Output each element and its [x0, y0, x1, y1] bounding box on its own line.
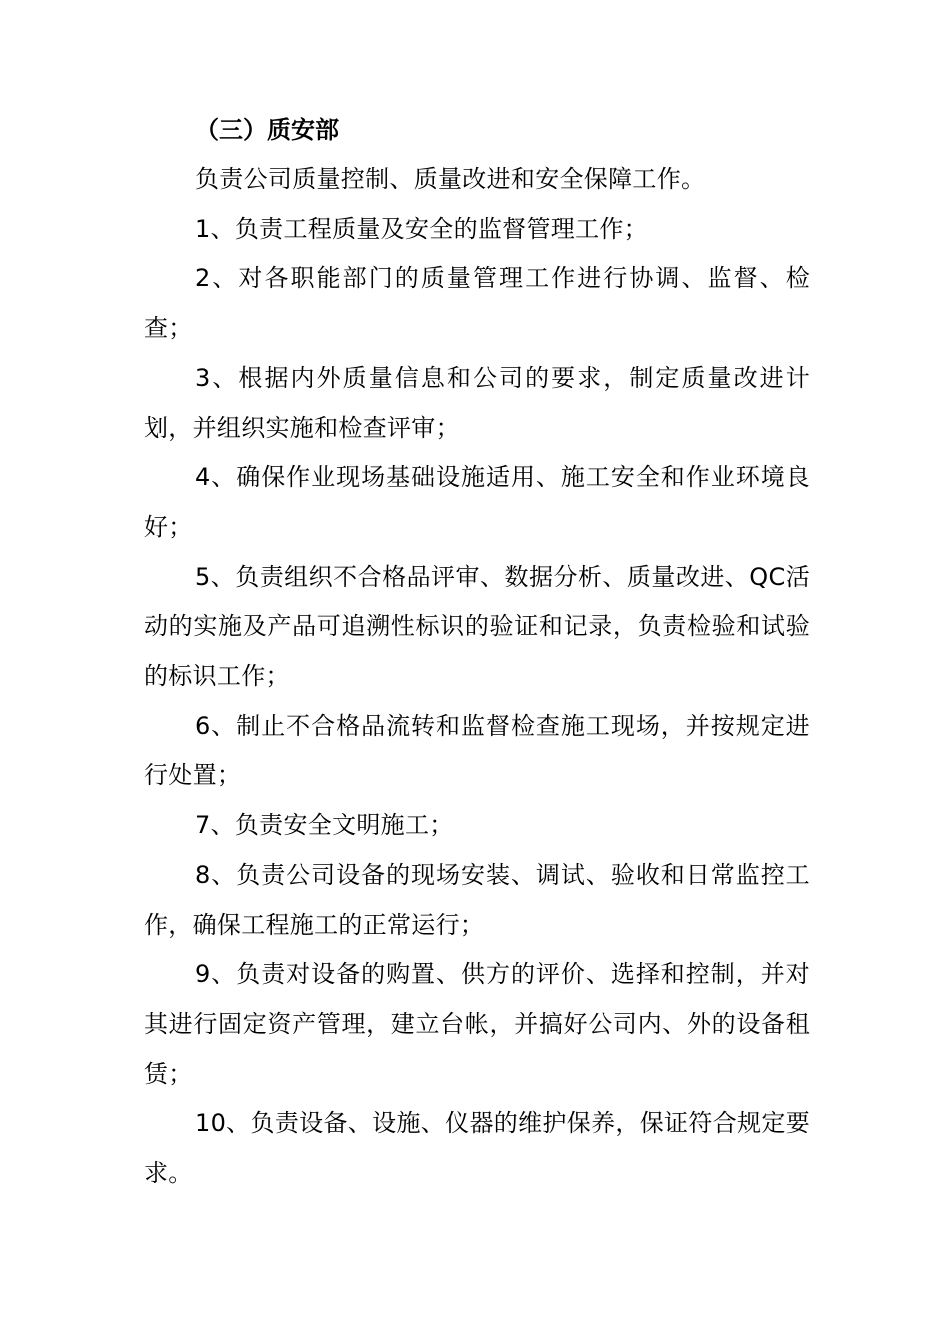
- document-page: [144, 105, 810, 1199]
- duty-item-10: 10、负责设备、设施、仪器的维护保养，保证符合规定要求。: [144, 1109, 810, 1188]
- duty-item-6: 6、制止不合格品流转和监督检查施工现场，并按规定进行处置；: [144, 711, 810, 790]
- duty-item-2: 2、对各职能部门的质量管理工作进行协调、监督、检查；: [144, 264, 810, 343]
- duty-item-3: 3、根据内外质量信息和公司的要求，制定质量改进计划，并组织实施和检查评审；: [144, 363, 810, 442]
- section-intro: 负责公司质量控制、质量改进和安全保障工作。: [195, 165, 706, 193]
- duty-item-1: 1、负责工程质量及安全的监督管理工作；: [195, 214, 648, 243]
- duty-item-9: 9、负责对设备的购置、供方的评价、选择和控制，并对其进行固定资产管理，建立台帐，并搞好公司内、外的设备租赁；: [144, 960, 810, 1088]
- duty-item-8: 8、负责公司设备的现场安装、调试、验收和日常监控工作，确保工程施工的正常运行；: [144, 860, 810, 939]
- duty-item-4: 4、确保作业现场基础设施适用、施工安全和作业环境良好；: [144, 463, 810, 541]
- duty-item-5: 5、负责组织不合格品评审、数据分析、质量改进、QC活动的实施及产品可追溯性标识的验证和记录，负责检验和试验的标识工作；: [144, 562, 810, 691]
- section-heading: （三）质安部: [195, 116, 339, 144]
- duty-item-7: 7、负责安全文明施工；: [195, 811, 454, 840]
